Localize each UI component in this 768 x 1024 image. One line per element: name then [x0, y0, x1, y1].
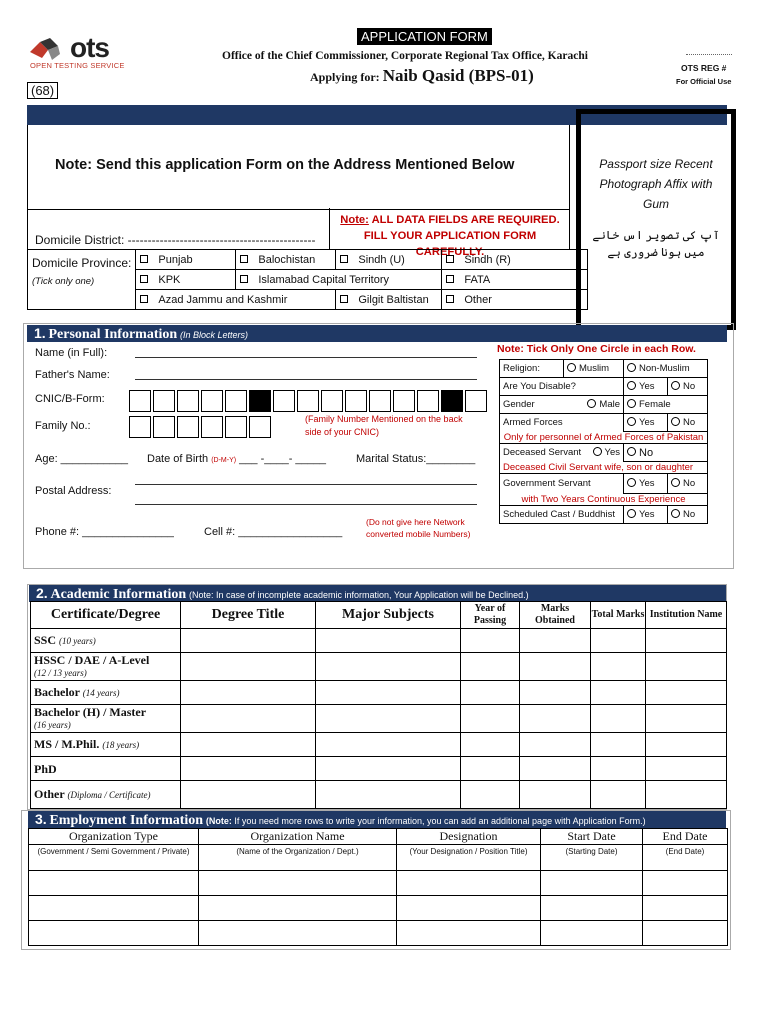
disable-yes[interactable]: Yes [624, 378, 668, 396]
govt-yes[interactable]: Yes [624, 474, 668, 494]
employment-table: Organization Type Organization Name Designation Start Date End Date (Government / Semi Government / Private) (Name of the Organization / Dept.) (Your Designation / Position Title) (Starting Date) (End Date) [28, 828, 728, 946]
acad-row-label: Other (Diploma / Certificate) [31, 781, 181, 809]
ots-reg-block [676, 62, 731, 88]
religion-non-muslim[interactable]: Non-Muslim [624, 360, 708, 378]
radio-icon [671, 417, 680, 426]
gender-label: Gender Male [500, 396, 624, 414]
photo-instructions: Passport size Recent Photograph Affix with Gum [599, 157, 713, 211]
province-table [27, 249, 588, 310]
academic-heading: 2. Academic Information (Note: In case of incomplete academic information, Your Application will be Declined.) [29, 585, 726, 602]
domicile-district-field[interactable]: Domicile District: ----------------------------------------------- [35, 233, 316, 247]
acad-row-label: SSC (10 years) [31, 629, 181, 653]
cnic-input[interactable] [129, 390, 489, 412]
province-option[interactable]: KPK [136, 270, 236, 290]
postal-input-2[interactable] [135, 504, 477, 505]
name-input[interactable] [135, 357, 477, 358]
checkbox-icon [240, 255, 248, 263]
religion-muslim[interactable]: Muslim [564, 360, 624, 378]
acad-row-label: Bachelor (14 years) [31, 681, 181, 705]
name-label: Name (in Full): [35, 347, 108, 359]
radio-icon [671, 509, 680, 518]
personal-heading: 1. Personal Information (In Block Letters) [27, 325, 727, 342]
col-marks: Marks Obtained [520, 602, 591, 629]
checkbox-icon [340, 295, 348, 303]
postal-label: Postal Address: [35, 485, 112, 497]
academic-table [30, 601, 727, 809]
col-major: Major Subjects [316, 602, 461, 629]
deceased-label: Deceased Servant Yes [500, 444, 624, 462]
radio-icon [593, 447, 602, 456]
logo-brand: ots [70, 32, 109, 63]
sc-yes[interactable]: Yes [624, 506, 668, 524]
radio-icon [627, 363, 636, 372]
province-option[interactable]: Sindh (R) [442, 250, 588, 270]
disable-label: Are You Disable? [500, 378, 624, 396]
radio-icon [587, 399, 596, 408]
radio-icon [567, 363, 576, 372]
applying-for [310, 66, 534, 86]
govt-note: with Two Years Continuous Experience [500, 494, 708, 506]
checkbox-icon [140, 275, 148, 283]
ots-reg-label: OTS REG # [681, 63, 727, 73]
phone-field[interactable]: Phone #: _______________ [35, 526, 174, 538]
checkbox-icon [446, 295, 454, 303]
radio-icon [627, 417, 636, 426]
ots-logo [26, 30, 134, 74]
checkbox-icon [446, 255, 454, 263]
postal-input-1[interactable] [135, 484, 477, 485]
deceased-note: Deceased Civil Servant wife, son or daughter [500, 462, 708, 474]
checkbox-icon [140, 295, 148, 303]
father-label: Father's Name: [35, 369, 110, 381]
col-org-type: Organization Type [29, 829, 199, 845]
ots-logo-icon [28, 36, 62, 62]
photo-urdu-note: آپ کی تصویر اس خانے میں ہونا ضروری ہے [592, 230, 720, 259]
radio-icon [627, 509, 636, 518]
cnic-label: CNIC/B-Form: [35, 393, 105, 405]
province-option[interactable]: Balochistan [236, 250, 336, 270]
province-option[interactable]: FATA [442, 270, 588, 290]
armed-yes[interactable]: Yes [624, 414, 668, 432]
dob-field[interactable]: Date of Birth (D-M-Y) ___ -____- _____ [147, 453, 327, 465]
col-org-name: Organization Name [199, 829, 397, 845]
col-designation: Designation [397, 829, 541, 845]
office-name: Office of the Chief Commissioner, Corporate Regional Tax Office, Karachi [222, 50, 588, 62]
radio-icon [671, 381, 680, 390]
address-note: Note: Send this application Form on the Address Mentioned Below [55, 157, 515, 173]
checkbox-icon [240, 275, 248, 283]
family-label: Family No.: [35, 420, 91, 432]
family-number-input[interactable] [129, 416, 273, 438]
marital-status-field[interactable]: Marital Status:________ [356, 453, 476, 465]
radio-icon [671, 478, 680, 487]
checkbox-icon [446, 275, 454, 283]
form-number: (68) [27, 82, 58, 99]
network-note: (Do not give here Network converted mobile Numbers) [366, 517, 471, 539]
radio-icon [627, 399, 636, 408]
acad-row-label: MS / M.Phil. (18 years) [31, 733, 181, 757]
armed-no[interactable]: No [668, 414, 708, 432]
col-total: Total Marks [591, 602, 646, 629]
armed-note: Only for personnel of Armed Forces of Pakistan [500, 432, 708, 444]
required-note: Note: ALL DATA FIELDS ARE REQUIRED. FILL YOUR APPLICATION FORM CAREFULLY. [340, 214, 560, 258]
province-option[interactable]: Gilgit Baltistan [336, 290, 442, 310]
govt-label: Government Servant [500, 474, 624, 494]
province-option[interactable]: Azad Jammu and Kashmir [136, 290, 336, 310]
photo-box [576, 109, 736, 330]
options-note: Note: Tick Only One Circle in each Row. [497, 343, 696, 355]
radio-icon [627, 478, 636, 487]
form-title: APPLICATION FORM [357, 28, 492, 45]
col-start-date: Start Date [541, 829, 643, 845]
religion-label: Religion: [500, 360, 564, 378]
sc-no[interactable]: No [668, 506, 708, 524]
disable-no[interactable]: No [668, 378, 708, 396]
official-use-label: For Official Use [676, 77, 732, 86]
cell-field[interactable]: Cell #: _________________ [204, 526, 343, 538]
province-option[interactable]: Punjab [136, 250, 236, 270]
acad-row-label: Bachelor (H) / Master (16 years) [31, 705, 181, 733]
col-certificate: Certificate/Degree [31, 602, 181, 629]
post-title: Naib Qasid (BPS-01) [382, 66, 534, 85]
applying-label: Applying for: [310, 70, 380, 84]
acad-row-label: HSSC / DAE / A-Level (12 / 13 years) [31, 653, 181, 681]
col-end-date: End Date [643, 829, 728, 845]
radio-icon [627, 447, 636, 456]
tick-hint: (Tick only one) [32, 276, 95, 287]
checkbox-icon [340, 255, 348, 263]
col-institution: Institution Name [646, 602, 727, 629]
options-table [499, 359, 708, 524]
family-note: (Family Number Mentioned on the back side of your CNIC) [305, 414, 463, 437]
acad-row-label: PhD [31, 757, 181, 781]
province-option[interactable]: Sindh (U) [336, 250, 442, 270]
deceased-no[interactable]: No [624, 444, 708, 462]
logo-subtitle: OPEN TESTING SERVICE [30, 61, 125, 70]
gender-female[interactable]: Female [624, 396, 708, 414]
armed-label: Armed Forces [500, 414, 624, 432]
col-degree-title: Degree Title [181, 602, 316, 629]
province-label-cell: Domicile Province: (Tick only one) [28, 250, 136, 310]
sc-label: Scheduled Cast / Buddhist [500, 506, 624, 524]
col-year: Year of Passing [461, 602, 520, 629]
province-option[interactable]: Other [442, 290, 588, 310]
province-option[interactable]: Islamabad Capital Territory [236, 270, 442, 290]
checkbox-icon [140, 255, 148, 263]
radio-icon [627, 381, 636, 390]
father-input[interactable] [135, 379, 477, 380]
govt-no[interactable]: No [668, 474, 708, 494]
age-field[interactable]: Age: ___________ [35, 453, 128, 465]
employment-heading: 3. Employment Information (Note: If you need more rows to write your information, you can add an additional page with Application Form.) [28, 811, 726, 828]
